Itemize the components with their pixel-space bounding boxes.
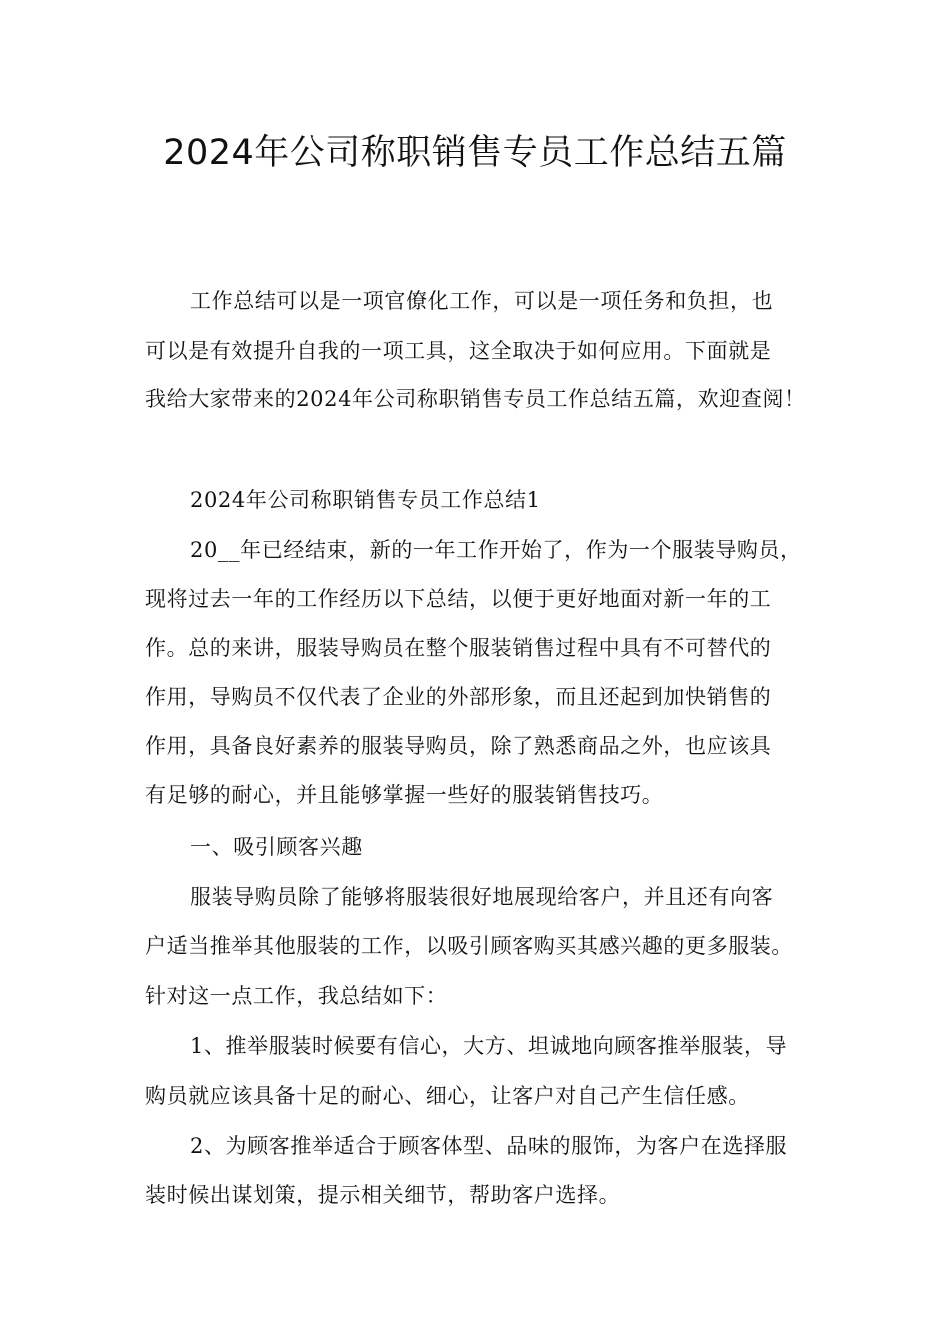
paragraph-line: 作用，具备良好素养的服装导购员，除了熟悉商品之外，也应该具 — [145, 734, 772, 758]
list-item-2-line-2: 装时候出谋划策，提示相关细节，帮助客户选择。 — [145, 1183, 621, 1207]
section-heading-1: 2024年公司称职销售专员工作总结1 — [190, 488, 541, 512]
paragraph-line: 现将过去一年的工作经历以下总结，以便于更好地面对新一年的工 — [145, 587, 772, 611]
paragraph-line: 服装导购员除了能够将服装很好地展现给客户，并且还有向客 — [190, 885, 774, 909]
intro-line-2: 可以是有效提升自我的一项工具，这全取决于如何应用。下面就是 — [145, 339, 772, 363]
document-title: 2024年公司称职销售专员工作总结五篇 — [163, 133, 787, 173]
paragraph-line: 户适当推举其他服装的工作，以吸引顾客购买其感兴趣的更多服装。 — [145, 934, 793, 958]
subheading-attract-interest: 一、吸引顾客兴趣 — [190, 835, 363, 859]
paragraph-line: 有足够的耐心，并且能够掌握一些好的服装销售技巧。 — [145, 783, 664, 807]
paragraph-line: 针对这一点工作，我总结如下： — [145, 984, 448, 1008]
intro-line-3: 我给大家带来的2024年公司称职销售专员工作总结五篇，欢迎查阅！ — [145, 387, 806, 411]
list-item-2-line-1: 2、为顾客推举适合于顾客体型、品味的服饰，为客户在选择服 — [190, 1134, 788, 1158]
list-item-1-line-2: 购员就应该具备十足的耐心、细心，让客户对自己产生信任感。 — [145, 1084, 750, 1108]
intro-line-1: 工作总结可以是一项官僚化工作，可以是一项任务和负担，也 — [190, 289, 774, 313]
paragraph-line: 作用，导购员不仅代表了企业的外部形象，而且还起到加快销售的 — [145, 685, 772, 709]
paragraph-line: 作。总的来讲，服装导购员在整个服装销售过程中具有不可替代的 — [145, 636, 772, 660]
paragraph-line: 20__年已经结束，新的一年工作开始了，作为一个服装导购员， — [190, 538, 802, 562]
list-item-1-line-1: 1、推举服装时候要有信心，大方、坦诚地向顾客推举服装，导 — [190, 1034, 788, 1058]
